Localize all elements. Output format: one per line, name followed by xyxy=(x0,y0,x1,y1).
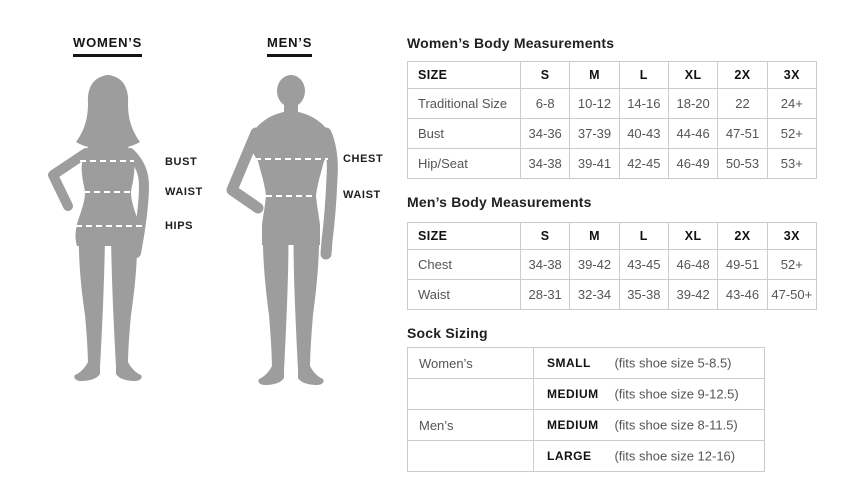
value-cell: 53+ xyxy=(767,149,816,179)
value-cell: 43-45 xyxy=(619,250,668,280)
womens-figure-heading: WOMEN’S xyxy=(73,35,142,57)
mens-figure-heading: MEN’S xyxy=(267,35,312,57)
value-cell: 18-20 xyxy=(668,89,717,119)
sock-size-label: SMALL xyxy=(547,355,591,370)
sock-sizing-table xyxy=(407,347,765,472)
bust-label: BUST xyxy=(165,156,198,168)
column-header: 3X xyxy=(767,62,816,89)
table-row xyxy=(408,119,817,149)
male-left-foot xyxy=(258,366,284,385)
sock-size-cell xyxy=(534,410,765,441)
waist-label: WAIST xyxy=(343,189,381,201)
sock-size-cell xyxy=(534,348,765,379)
value-cell: 34-36 xyxy=(521,119,570,149)
value-cell: 22 xyxy=(718,89,767,119)
female-left-leg xyxy=(79,228,105,367)
sock-fits-text: (fits shoe size 12-16) xyxy=(614,448,736,464)
female-right-foot xyxy=(116,362,142,381)
value-cell: 43-46 xyxy=(718,280,767,310)
column-header: 3X xyxy=(767,223,816,250)
row-label: Traditional Size xyxy=(408,89,521,119)
table-row xyxy=(408,89,817,119)
female-hips-line xyxy=(76,225,142,227)
column-header-size: SIZE xyxy=(408,223,521,250)
value-cell: 52+ xyxy=(767,119,816,149)
female-head xyxy=(95,75,121,107)
value-cell: 47-51 xyxy=(718,119,767,149)
female-bust-line xyxy=(80,160,134,162)
column-header: S xyxy=(521,223,570,250)
male-right-foot xyxy=(298,366,324,385)
value-cell: 28-31 xyxy=(521,280,570,310)
male-silhouette-figure xyxy=(220,73,365,388)
sock-fits-text: (fits shoe size 9-12.5) xyxy=(614,386,739,402)
sock-size-label: MEDIUM xyxy=(547,386,599,401)
male-chest-line xyxy=(255,158,328,160)
value-cell: 6-8 xyxy=(521,89,570,119)
sock-size-label: MEDIUM xyxy=(547,417,599,432)
value-cell: 49-51 xyxy=(718,250,767,280)
chest-label: CHEST xyxy=(343,153,384,165)
header-row xyxy=(408,62,817,89)
value-cell: 52+ xyxy=(767,250,816,280)
row-label: Waist xyxy=(408,280,521,310)
value-cell: 46-49 xyxy=(668,149,717,179)
value-cell: 39-42 xyxy=(570,250,619,280)
value-cell: 14-16 xyxy=(619,89,668,119)
value-cell: 44-46 xyxy=(668,119,717,149)
row-label: Chest xyxy=(408,250,521,280)
column-header: 2X xyxy=(718,223,767,250)
column-header: S xyxy=(521,62,570,89)
sock-size-cell xyxy=(534,441,765,472)
value-cell: 46-48 xyxy=(668,250,717,280)
sock-group-label: Men’s xyxy=(408,410,534,441)
column-header: M xyxy=(570,223,619,250)
value-cell: 32-34 xyxy=(570,280,619,310)
table-row xyxy=(408,149,817,179)
female-silhouette-figure xyxy=(40,73,160,388)
hips-label: HIPS xyxy=(165,220,194,232)
table-row xyxy=(408,410,765,441)
value-cell: 35-38 xyxy=(619,280,668,310)
column-header: M xyxy=(570,62,619,89)
column-header-size: SIZE xyxy=(408,62,521,89)
table-row xyxy=(408,280,817,310)
value-cell: 40-43 xyxy=(619,119,668,149)
female-waist-line xyxy=(84,191,132,193)
column-header: XL xyxy=(668,223,717,250)
male-waist-line xyxy=(266,195,317,197)
womens-measurements-title: Women’s Body Measurements xyxy=(407,35,615,51)
value-cell: 34-38 xyxy=(521,250,570,280)
value-cell: 34-38 xyxy=(521,149,570,179)
value-cell: 42-45 xyxy=(619,149,668,179)
sock-fits-text: (fits shoe size 5-8.5) xyxy=(614,355,732,371)
value-cell: 24+ xyxy=(767,89,816,119)
header-row xyxy=(408,223,817,250)
table-row xyxy=(408,348,765,379)
column-header: 2X xyxy=(718,62,767,89)
male-torso xyxy=(251,111,332,245)
value-cell: 39-41 xyxy=(570,149,619,179)
value-cell: 39-42 xyxy=(668,280,717,310)
sock-group-label xyxy=(408,441,534,472)
mens-measurements-title: Men’s Body Measurements xyxy=(407,194,592,210)
value-cell: 10-12 xyxy=(570,89,619,119)
sock-group-label xyxy=(408,379,534,410)
sock-size-cell xyxy=(534,379,765,410)
sock-group-label: Women’s xyxy=(408,348,534,379)
table-row xyxy=(408,441,765,472)
mens-measurements-table xyxy=(407,222,817,310)
sock-sizing-title: Sock Sizing xyxy=(407,325,488,341)
female-right-leg xyxy=(111,228,137,367)
column-header: L xyxy=(619,223,668,250)
sock-fits-text: (fits shoe size 8-11.5) xyxy=(614,417,738,433)
column-header: XL xyxy=(668,62,717,89)
male-right-leg xyxy=(294,223,320,370)
waist-label: WAIST xyxy=(165,186,203,198)
womens-measurements-table xyxy=(407,61,817,179)
table-row xyxy=(408,250,817,280)
value-cell: 47-50+ xyxy=(767,280,816,310)
value-cell: 37-39 xyxy=(570,119,619,149)
column-header: L xyxy=(619,62,668,89)
female-left-foot xyxy=(74,362,100,381)
row-label: Hip/Seat xyxy=(408,149,521,179)
sock-size-label: LARGE xyxy=(547,448,592,463)
value-cell: 50-53 xyxy=(718,149,767,179)
row-label: Bust xyxy=(408,119,521,149)
male-left-leg xyxy=(263,223,289,370)
table-row xyxy=(408,379,765,410)
